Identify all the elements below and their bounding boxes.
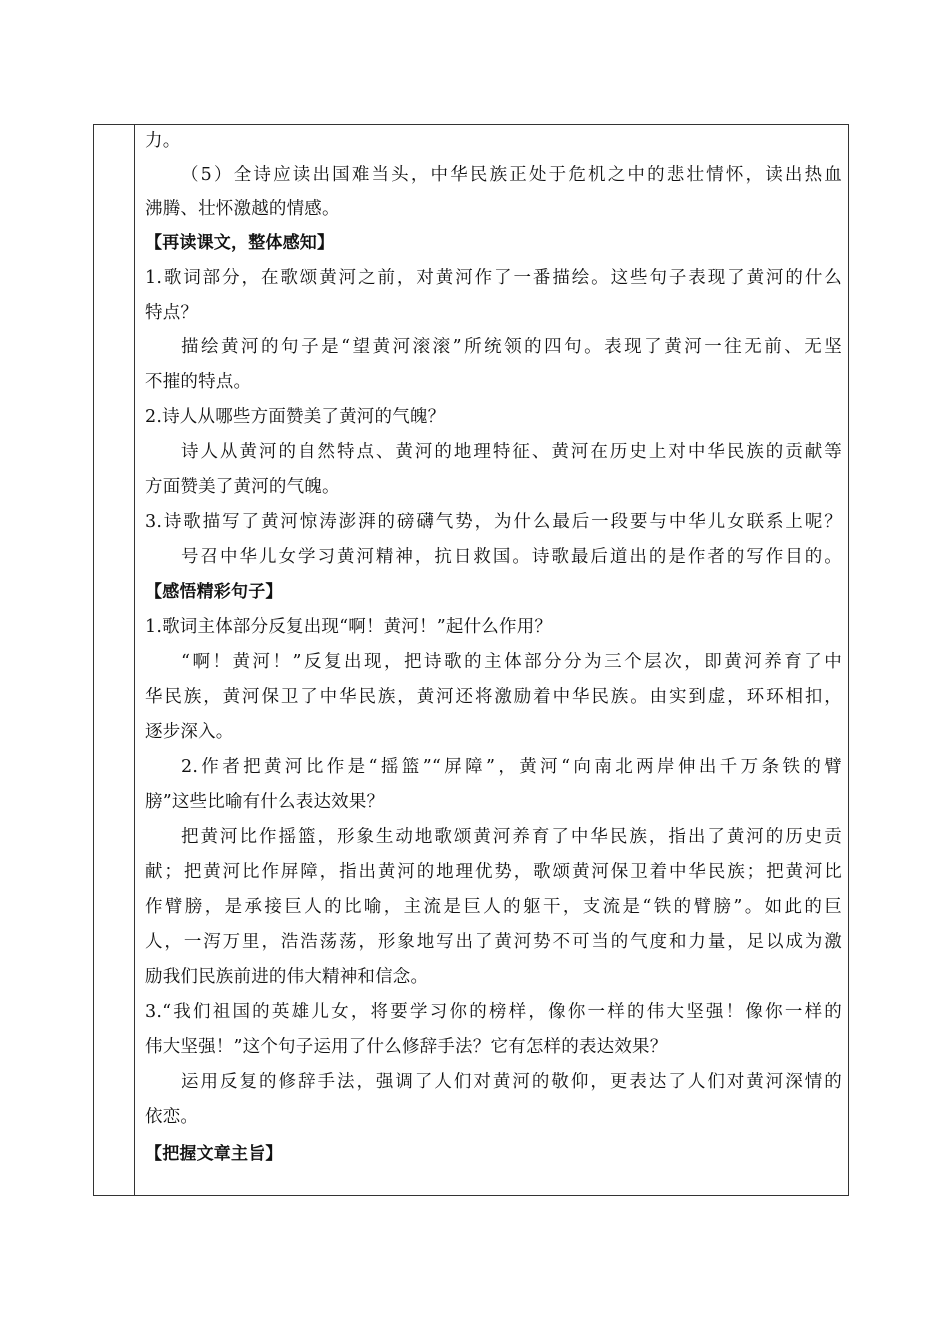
answer-line: “啊！黄河！”反复出现，把诗歌的主体部分分为三个层次，即黄河养育了中 [181,652,842,672]
question-line: 特点？ [145,303,199,323]
question-line: 3.诗歌描写了黄河惊涛澎湃的磅礴气势，为什么最后一段要与中华儿女联系上呢？ [145,512,842,532]
question-line: 2.作者把黄河比作是“摇篮”“屏障”，黄河“向南北两岸伸出千万条铁的臂 [181,757,842,777]
text-line: 沸腾、壮怀激越的情感。 [145,199,340,219]
answer-line: 逐步深入。 [145,722,234,742]
section-heading: 【再读课文，整体感知】 [145,233,335,253]
answer-line: 献；把黄河比作屏障，指出黄河的地理优势，歌颂黄河保卫着中华民族；把黄河比 [145,862,842,882]
answer-line: 号召中华儿女学习黄河精神，抗日救国。诗歌最后道出的是作者的写作目的。 [181,547,842,567]
answer-line: 作臂膀，是承接巨人的比喻，主流是巨人的躯干，支流是“铁的臂膀”。如此的巨 [145,897,842,917]
table-left-column [94,125,135,1195]
answer-line: 描绘黄河的句子是“望黄河滚滚”所统领的四句。表现了黄河一往无前、无坚 [181,337,842,357]
section-heading: 【把握文章主旨】 [145,1144,283,1164]
question-line: 3.“我们祖国的英雄儿女，将要学习你的榜样，像你一样的伟大坚强！像你一样的 [145,1002,842,1022]
question-line: 膀”这些比喻有什么表达效果？ [145,792,385,812]
section-heading: 【感悟精彩句子】 [145,582,283,602]
answer-line: 诗人从黄河的自然特点、黄河的地理特征、黄河在历史上对中华民族的贡献等 [181,442,842,462]
text-line: （5）全诗应读出国难当头，中华民族正处于危机之中的悲壮情怀，读出热血 [181,165,842,185]
question-line: 伟大坚强！”这个句子运用了什么修辞手法？它有怎样的表达效果？ [145,1037,668,1057]
answer-line: 不摧的特点。 [145,372,252,392]
answer-line: 华民族，黄河保卫了中华民族，黄河还将激励着中华民族。由实到虚，环环相扣， [145,687,842,707]
answer-line: 依恋。 [145,1107,199,1127]
lesson-table [93,124,849,1196]
question-line: 1.歌词主体部分反复出现“啊！黄河！”起什么作用？ [145,617,553,637]
answer-line: 运用反复的修辞手法，强调了人们对黄河的敬仰，更表达了人们对黄河深情的 [181,1072,842,1092]
question-line: 2.诗人从哪些方面赞美了黄河的气魄？ [145,407,446,427]
question-line: 1.歌词部分，在歌颂黄河之前，对黄河作了一番描绘。这些句子表现了黄河的什么 [145,268,842,288]
text-line: 力。 [145,131,181,151]
answer-line: 把黄河比作摇篮，形象生动地歌颂黄河养育了中华民族，指出了黄河的历史贡 [181,827,842,847]
answer-line: 方面赞美了黄河的气魄。 [145,477,340,497]
answer-line: 人，一泻万里，浩浩荡荡，形象地写出了黄河势不可当的气度和力量，足以成为激 [145,932,842,952]
answer-line: 励我们民族前进的伟大精神和信念。 [145,967,429,987]
